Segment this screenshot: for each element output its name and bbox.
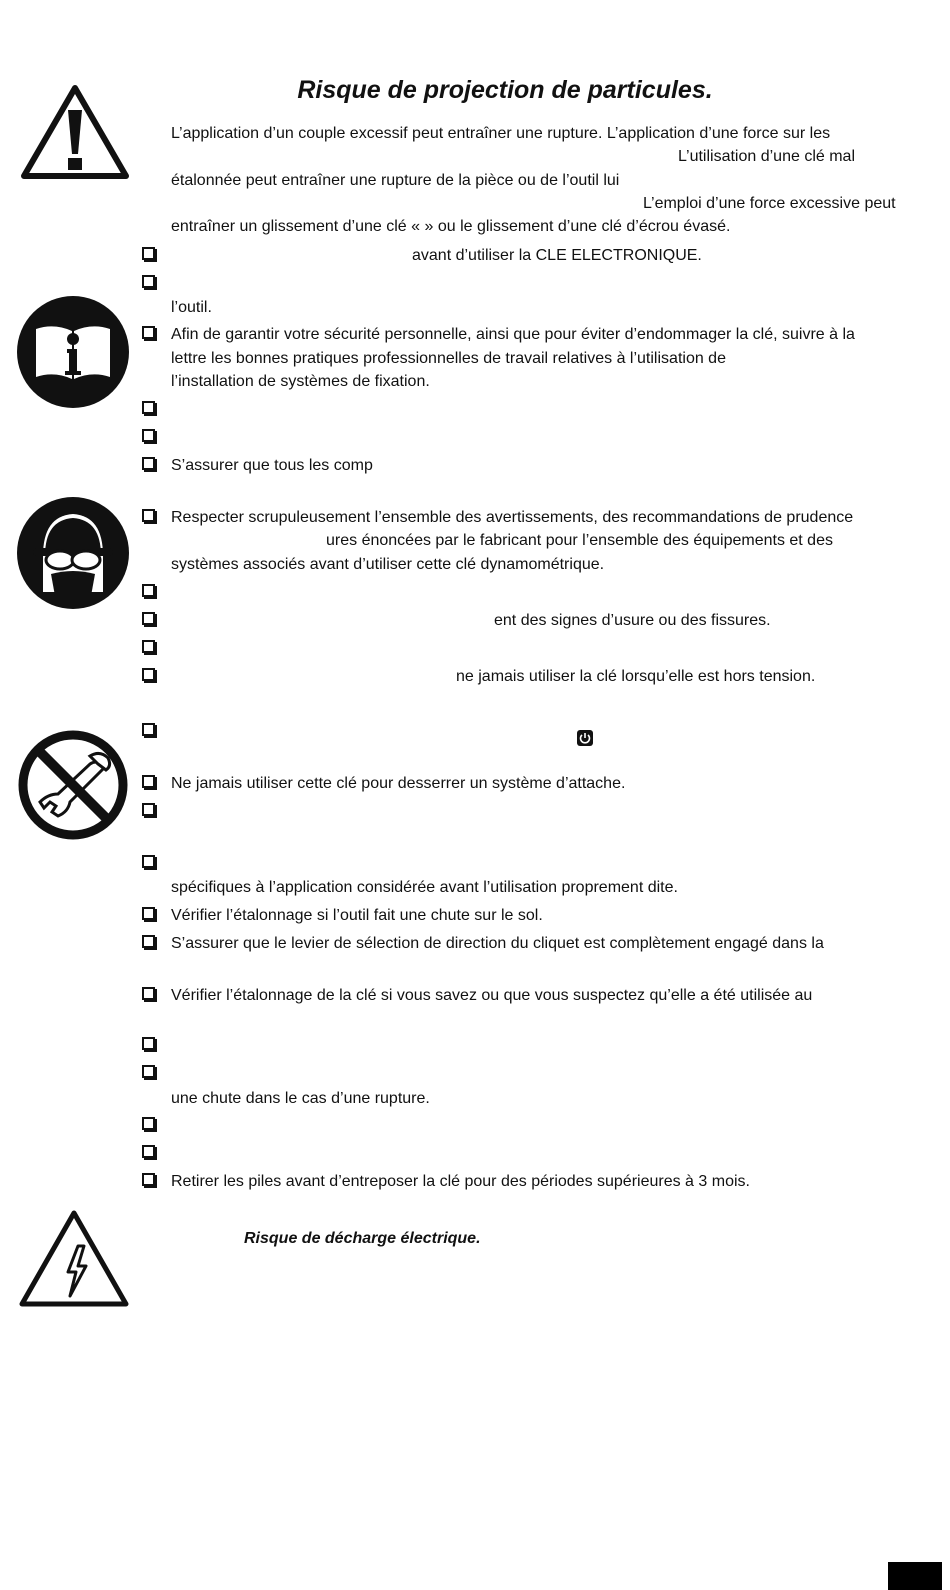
intro-line-3: étalonnée peut entraîner une rupture de la pièce ou de l’outil lui: [171, 172, 620, 189]
intro-line-1: L’application d’un couple excessif peut entraîner une rupture. L’application d’une force sur les: [171, 125, 831, 142]
power-icon: [577, 730, 593, 746]
list-item-text: Ne jamais utiliser cette clé pour desserrer un système d’attache.: [171, 775, 626, 792]
checkbox-bullet: [142, 803, 155, 816]
list-item-text: avant d’utiliser la CLE ELECTRONIQUE.: [412, 247, 702, 264]
checkbox-bullet: [142, 775, 155, 788]
page-number-box: [888, 1562, 942, 1590]
eye-protection-icon: [15, 496, 131, 610]
intro-line-4: L’emploi d’une force excessive peut: [643, 195, 896, 212]
checkbox-bullet: [142, 907, 155, 920]
intro-line-2: L’utilisation d’une clé mal: [678, 148, 855, 165]
checkbox-bullet: [142, 987, 155, 1000]
checkbox-bullet: [142, 1117, 155, 1130]
checkbox-bullet: [142, 401, 155, 414]
checkbox-bullet: [142, 247, 155, 260]
checkbox-bullet: [142, 1173, 155, 1186]
list-item-text: Afin de garantir votre sécurité personnelle, ainsi que pour éviter d’endommager la clé, suivre à la: [171, 326, 855, 343]
list-item-text: l’installation de systèmes de fixation.: [171, 373, 430, 390]
list-item-text: S’assurer que le levier de sélection de direction du cliquet est complètement engagé dans la: [171, 935, 824, 952]
checkbox-bullet: [142, 584, 155, 597]
list-item-text: ne jamais utiliser la clé lorsqu’elle est hors tension.: [456, 668, 816, 685]
list-item-text: Vérifier l’étalonnage si l’outil fait une chute sur le sol.: [171, 907, 543, 924]
list-item-text: Retirer les piles avant d’entreposer la clé pour des périodes supérieures à 3 mois.: [171, 1173, 750, 1190]
checkbox-bullet: [142, 640, 155, 653]
list-item-text: ent des signes d’usure ou des fissures.: [494, 612, 771, 629]
checkbox-bullet: [142, 1037, 155, 1050]
electric-shock-icon: [16, 1208, 132, 1312]
list-item-text: ures énoncées par le fabricant pour l’ensemble des équipements et des: [326, 532, 833, 549]
read-manual-icon: [16, 295, 130, 409]
checkbox-bullet: [142, 1145, 155, 1158]
checkbox-bullet: [142, 935, 155, 948]
checkbox-bullet: [142, 509, 155, 522]
list-item-text: S’assurer que tous les comp: [171, 457, 373, 474]
list-item-text: une chute dans le cas d’une rupture.: [171, 1090, 430, 1107]
checkbox-bullet: [142, 723, 155, 736]
list-item-text: l’outil.: [171, 299, 212, 316]
no-loosening-icon: [18, 730, 128, 840]
section-title: Risque de projection de particules.: [297, 76, 713, 104]
list-item-text: spécifiques à l’application considérée avant l’utilisation proprement dite.: [171, 879, 678, 896]
checkbox-bullet: [142, 429, 155, 442]
intro-line-5: entraîner un glissement d’une clé « » ou le glissement d’une clé d’écrou évasé.: [171, 218, 731, 235]
checkbox-bullet: [142, 275, 155, 288]
list-item-text: systèmes associés avant d’utiliser cette clé dynamométrique.: [171, 556, 605, 573]
list-item-text: Respecter scrupuleusement l’ensemble des avertissements, des recommandations de prudence: [171, 509, 854, 526]
checkbox-bullet: [142, 668, 155, 681]
list-item-text: Vérifier l’étalonnage de la clé si vous savez ou que vous suspectez qu’elle a été utilisée au: [171, 987, 813, 1004]
list-item-text: lettre les bonnes pratiques professionnelles de travail relatives à l’utilisation de: [171, 350, 726, 367]
checkbox-bullet: [142, 326, 155, 339]
checkbox-bullet: [142, 457, 155, 470]
checkbox-bullet: [142, 855, 155, 868]
checkbox-bullet: [142, 1065, 155, 1078]
checkbox-bullet: [142, 612, 155, 625]
electric-shock-heading: Risque de décharge électrique.: [244, 1230, 481, 1247]
